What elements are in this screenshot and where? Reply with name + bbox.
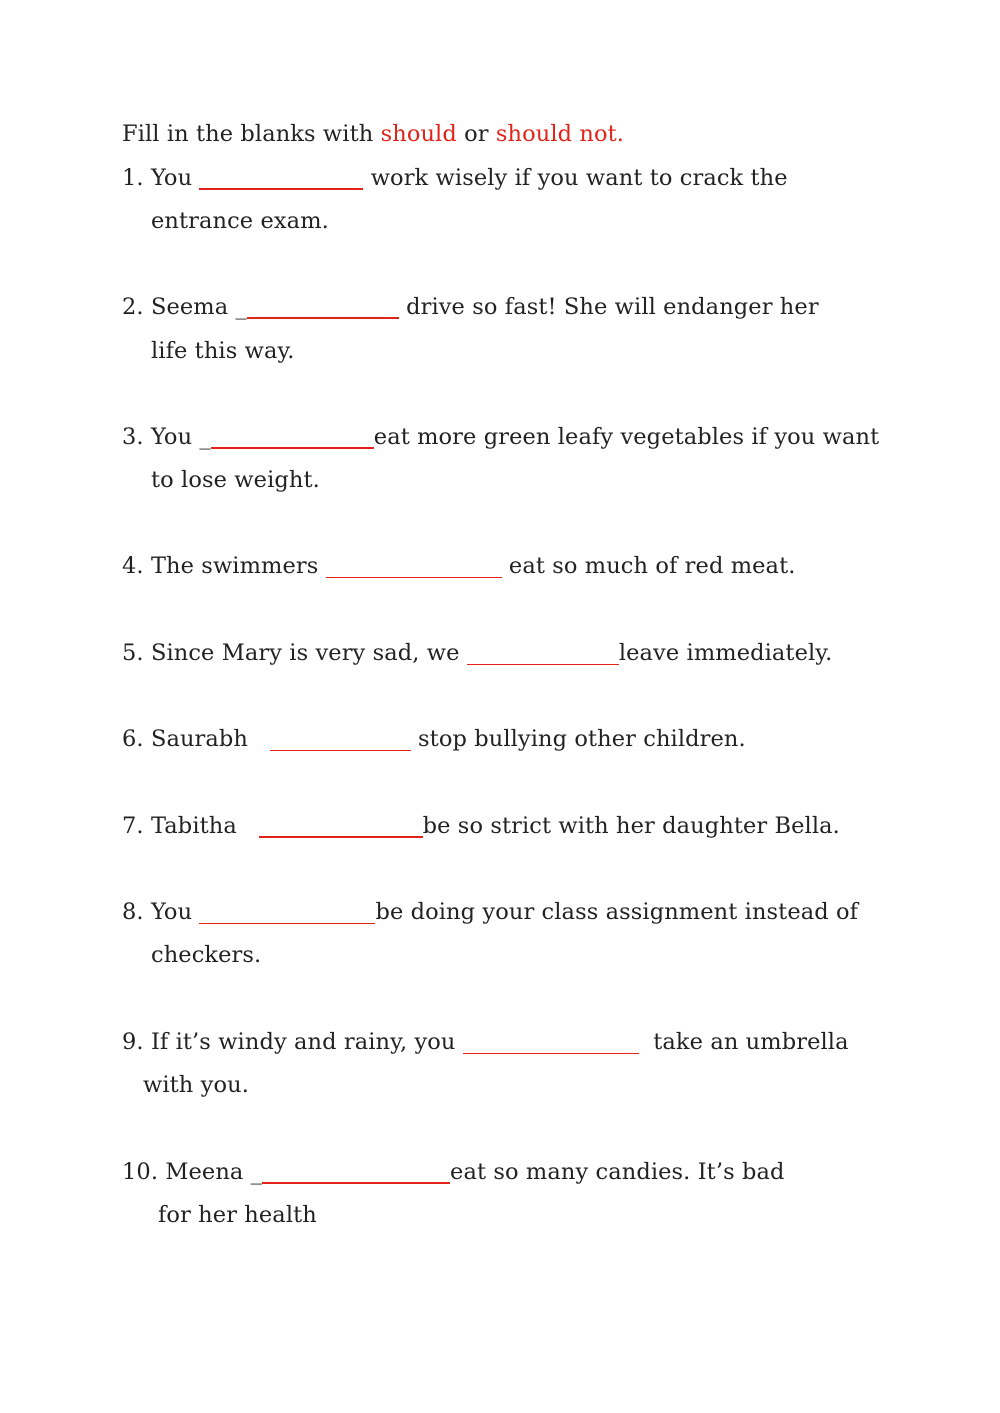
answer-blank[interactable] bbox=[326, 571, 502, 573]
instruction bbox=[122, 119, 624, 149]
question-text-after: eat so many candies. It’s bad bbox=[450, 1159, 785, 1185]
question-text-before: If it’s windy and rainy, you bbox=[150, 1029, 463, 1055]
question-text-before: You bbox=[150, 165, 200, 191]
question-number: 8. bbox=[122, 899, 144, 925]
answer-blank[interactable] bbox=[199, 183, 363, 185]
question-1-continued: entrance exam. bbox=[151, 208, 329, 234]
question-number: 3. bbox=[122, 424, 144, 450]
question-text-after: eat more green leafy vegetables if you want bbox=[373, 424, 880, 450]
question-text-before: Tabitha bbox=[150, 813, 259, 839]
question-text-before: Seema _ bbox=[150, 294, 247, 320]
answer-blank[interactable] bbox=[262, 1177, 450, 1179]
question-text-after: be doing your class assignment instead of bbox=[375, 899, 859, 925]
question-4 bbox=[122, 551, 795, 581]
instruction-suffix: . bbox=[616, 121, 625, 147]
option-should: should bbox=[380, 121, 457, 147]
question-3-continued: to lose weight. bbox=[151, 467, 320, 493]
question-text-after: work wisely if you want to crack the bbox=[363, 165, 788, 191]
question-number: 7. bbox=[122, 813, 144, 839]
option-should-not: should not bbox=[495, 121, 617, 147]
question-2 bbox=[122, 292, 819, 322]
answer-blank[interactable] bbox=[270, 744, 411, 746]
question-3 bbox=[122, 422, 879, 452]
question-8 bbox=[122, 897, 858, 927]
question-10-continued: for her health bbox=[158, 1202, 317, 1228]
question-text-after: eat so much of red meat. bbox=[501, 553, 796, 579]
answer-blank[interactable] bbox=[259, 831, 423, 833]
question-number: 5. bbox=[122, 640, 144, 666]
question-text-before: The swimmers bbox=[150, 553, 326, 579]
question-7 bbox=[122, 811, 840, 841]
question-text-before: Since Mary is very sad, we bbox=[150, 640, 467, 666]
question-text-before: You _ bbox=[150, 424, 211, 450]
question-number: 6. bbox=[122, 726, 144, 752]
answer-blank[interactable] bbox=[467, 658, 619, 660]
answer-blank[interactable] bbox=[247, 312, 399, 314]
question-number: 2. bbox=[122, 294, 144, 320]
question-text-after: leave immediately. bbox=[618, 640, 833, 666]
question-text-after: drive so fast! She will endanger her bbox=[398, 294, 819, 320]
answer-blank[interactable] bbox=[463, 1047, 639, 1049]
question-9 bbox=[122, 1027, 849, 1057]
question-text-after: be so strict with her daughter Bella. bbox=[422, 813, 840, 839]
question-number: 4. bbox=[122, 553, 144, 579]
instruction-middle: or bbox=[456, 121, 496, 147]
question-number: 10. bbox=[122, 1159, 159, 1185]
question-number: 9. bbox=[122, 1029, 144, 1055]
question-text-before: Saurabh bbox=[150, 726, 270, 752]
question-1 bbox=[122, 163, 788, 193]
question-text-before: You bbox=[150, 899, 200, 925]
question-10 bbox=[122, 1157, 785, 1187]
instruction-prefix: Fill in the blanks with bbox=[122, 121, 381, 147]
question-text-before: Meena _ bbox=[165, 1159, 263, 1185]
question-text-after: stop bullying other children. bbox=[410, 726, 746, 752]
question-text-after: take an umbrella bbox=[638, 1029, 849, 1055]
question-2-continued: life this way. bbox=[151, 338, 295, 364]
answer-blank[interactable] bbox=[211, 442, 374, 444]
question-number: 1. bbox=[122, 165, 144, 191]
question-9-continued: with you. bbox=[143, 1072, 249, 1098]
question-6 bbox=[122, 724, 746, 754]
answer-blank[interactable] bbox=[199, 917, 375, 919]
question-8-continued: checkers. bbox=[151, 942, 262, 968]
question-5 bbox=[122, 638, 832, 668]
